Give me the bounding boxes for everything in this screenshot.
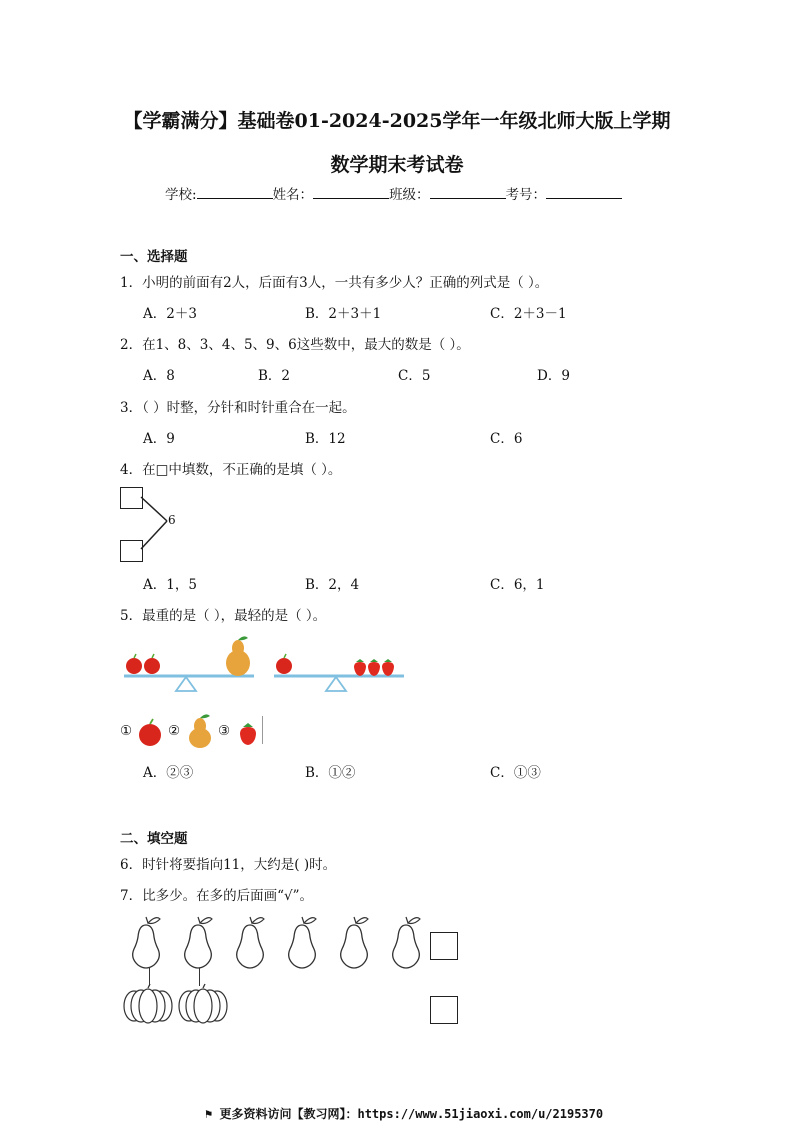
question-4-option-c: C．6，1: [490, 577, 545, 593]
pear-outline-icon: [237, 917, 264, 968]
school-blank: [197, 186, 273, 199]
question-5-option-a: A．②③: [143, 765, 194, 781]
apple-icon: [126, 654, 142, 674]
question-2-option-a: A．8: [143, 368, 175, 384]
pear-outline-icon: [185, 917, 212, 968]
question-4-total-number: 6: [168, 513, 176, 527]
balance-scale-right: [274, 636, 414, 696]
answer-box-pumpkins[interactable]: [430, 996, 458, 1024]
strawberry-icon: [354, 659, 366, 676]
info-fields: [165, 183, 622, 203]
pear-outline-icon: [289, 917, 316, 968]
marker-2: ②: [168, 723, 181, 739]
question-1-option-a: A．2＋3: [143, 306, 197, 322]
strawberry-icon: [368, 659, 380, 676]
question-2-option-b: B．2: [258, 368, 291, 384]
pear-outline-icon: [341, 917, 368, 968]
section-heading-fill: 二、填空题: [120, 831, 188, 847]
apple-icon: [137, 719, 163, 747]
question-1-option-c: C．2＋3－1: [490, 306, 567, 322]
class-blank: [430, 186, 506, 199]
marker-1: ①: [120, 723, 133, 739]
question-5-stem: 5．最重的是（ ），最轻的是（ ）。: [120, 608, 327, 624]
strawberry-icon: [238, 723, 258, 745]
footer-link-text[interactable]: 更多资料访问【教习网】：https://www.51jiaoxi.com/u/2195370: [219, 1107, 604, 1121]
question-4-stem: 4．在□中填数，不正确的是填（ ）。: [120, 462, 342, 478]
question-6-stem: 6．时针将要指向11，大约是( )时。: [120, 857, 337, 873]
question-4-option-b: B．2，4: [305, 577, 360, 593]
flag-icon: ⚑: [205, 1107, 213, 1121]
question-4-box-bottom: [120, 540, 143, 562]
name-label: 姓名：: [272, 187, 314, 203]
pear-icon: [187, 714, 213, 748]
pumpkin-icon: [124, 984, 172, 1023]
section-heading-choice: 一、选择题: [120, 249, 188, 265]
footer: [205, 1105, 603, 1122]
apple-icon: [144, 654, 160, 674]
question-5-option-b: B．①②: [305, 765, 356, 781]
question-1-stem: 1．小明的前面有2人，后面有3人，一共有多少人？正确的列式是（ ）。: [120, 275, 549, 291]
question-2-stem: 2．在1、8、3、4、5、9、6这些数中，最大的数是（ ）。: [120, 337, 470, 353]
class-label: 班级：: [389, 187, 430, 203]
question-4-box-top: [120, 487, 143, 509]
apple-icon: [276, 654, 292, 674]
question-3-option-b: B．12: [305, 431, 346, 447]
pumpkin-row: [122, 984, 242, 1024]
page-title-line-1: 【学霸满分】基础卷01-2024-2025学年一年级北师大版上学期: [123, 110, 671, 132]
question-7-stem: 7．比多少。在多的后面画“√”。: [120, 888, 313, 904]
pear-outline-icon: [393, 917, 420, 968]
strawberry-icon: [382, 659, 394, 676]
question-3-option-c: C．6: [490, 431, 523, 447]
school-label: 学校:: [165, 187, 197, 203]
name-blank: [313, 186, 389, 199]
question-3-stem: 3．（ ）时整，分针和时针重合在一起。: [120, 400, 356, 416]
question-5-option-c: C．①③: [490, 765, 541, 781]
exam-no-blank: [546, 186, 622, 199]
answer-box-pears[interactable]: [430, 932, 458, 960]
page-title-line-2: 数学期末考试卷: [330, 154, 464, 176]
divider: [262, 716, 263, 744]
balance-scale-left: [124, 636, 264, 696]
pear-outline-icon: [133, 917, 160, 968]
question-4-option-a: A．1，5: [143, 577, 197, 593]
question-1-option-b: B．2＋3＋1: [305, 306, 382, 322]
pumpkin-icon: [179, 984, 227, 1023]
question-3-option-a: A．9: [143, 431, 175, 447]
marker-3: ③: [218, 723, 231, 739]
question-2-option-c: C．5: [398, 368, 431, 384]
exam-no-label: 考号：: [505, 187, 547, 203]
question-2-option-d: D．9: [537, 368, 570, 384]
pear-row: [128, 915, 428, 975]
pear-icon: [226, 636, 250, 676]
